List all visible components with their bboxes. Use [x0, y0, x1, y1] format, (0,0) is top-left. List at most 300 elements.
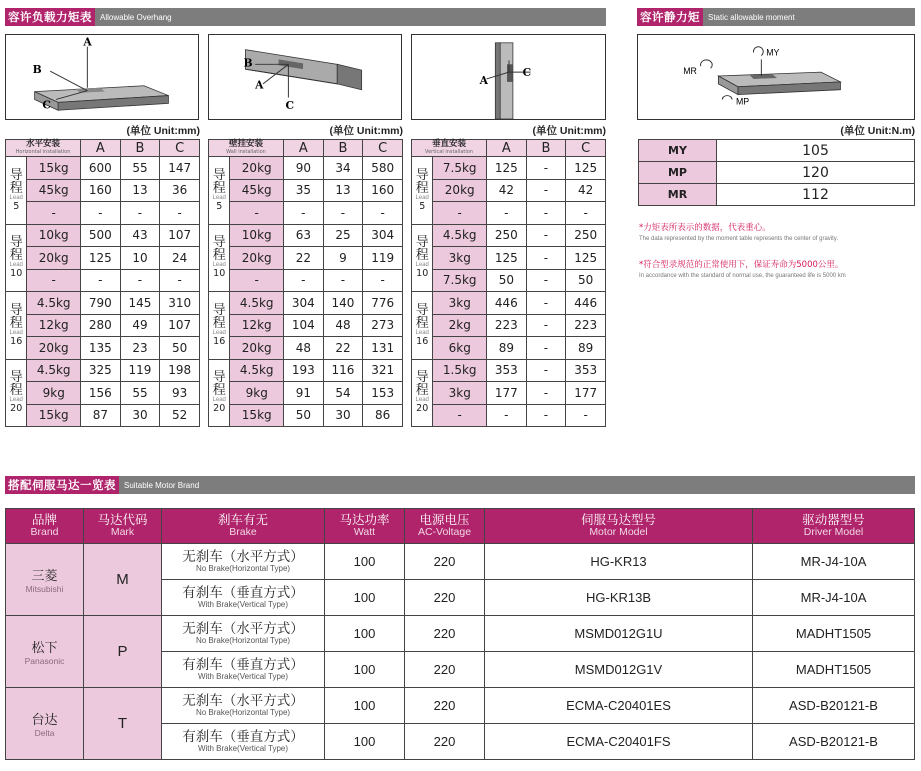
header-cn: 伺服马达型号 — [580, 512, 656, 527]
header-cell — [325, 509, 405, 544]
load-cell: 3kg — [433, 247, 487, 270]
table-row — [209, 202, 403, 225]
diagram-static — [637, 34, 915, 120]
brand-cn: 三菱 — [31, 569, 58, 584]
value-cell: - — [487, 404, 527, 427]
value-cell: 304 — [363, 224, 403, 247]
load-cell: 3kg — [433, 382, 487, 405]
load-cell: - — [230, 269, 284, 292]
watt-cell: 100 — [325, 652, 405, 688]
table-row — [209, 269, 403, 292]
label-a: A — [479, 73, 489, 87]
moment-value: 120 — [717, 162, 915, 184]
lead-value: 5 — [13, 200, 20, 212]
section-title-en: Allowable Overhang — [100, 12, 172, 22]
value-cell: 304 — [284, 292, 324, 315]
value-cell: 119 — [120, 359, 160, 382]
lead-label-en: Lead — [9, 194, 23, 201]
brand-en: Panasonic — [24, 656, 65, 666]
header-en: Watt — [353, 526, 376, 538]
value-cell: - — [160, 269, 200, 292]
label-mp: MP — [735, 96, 750, 107]
lead-label: 导程 — [415, 370, 429, 399]
brake-en: With Brake(Vertical Type) — [197, 672, 289, 681]
value-cell: - — [566, 404, 606, 427]
header-cn: 马达功率 — [339, 512, 390, 527]
header-en: AC-Voltage — [417, 526, 472, 538]
value-cell: 125 — [487, 247, 527, 270]
load-cell: 9kg — [27, 382, 81, 405]
load-cell: 45kg — [27, 179, 81, 202]
brand-cell — [6, 544, 84, 616]
header-en: Brand — [30, 526, 59, 538]
value-cell: 353 — [566, 359, 606, 382]
value-cell: 55 — [120, 157, 160, 180]
watt-cell: 100 — [325, 688, 405, 724]
value-cell: 104 — [284, 314, 324, 337]
header-cn: 刹车有无 — [217, 512, 268, 527]
table-row — [412, 224, 606, 247]
table-row — [412, 157, 606, 180]
header-cn: 电源电压 — [419, 512, 470, 527]
volt-cell: 220 — [405, 616, 485, 652]
value-cell: 87 — [81, 404, 121, 427]
lead-label: 导程 — [212, 235, 226, 264]
overhang-table-wall — [208, 139, 403, 427]
load-cell: 9kg — [230, 382, 284, 405]
value-cell: 30 — [323, 404, 363, 427]
value-cell: - — [526, 157, 566, 180]
value-cell: - — [526, 269, 566, 292]
volt-cell: 220 — [405, 688, 485, 724]
table-row — [209, 179, 403, 202]
moment-key: MR — [639, 184, 717, 206]
lead-label: 导程 — [212, 167, 226, 196]
brake-en: With Brake(Vertical Type) — [197, 600, 289, 609]
note-2 — [639, 258, 846, 279]
col-header: B — [120, 140, 160, 157]
table-row — [6, 179, 200, 202]
value-cell: - — [526, 202, 566, 225]
brake-cell — [162, 616, 325, 652]
section-title-cn: 容许静力矩 — [637, 8, 703, 26]
label-my: MY — [766, 47, 780, 58]
value-cell: 116 — [323, 359, 363, 382]
motor-table — [5, 508, 915, 760]
lead-label-en: Lead — [9, 329, 23, 336]
driver-cell: MR-J4-10A — [753, 580, 915, 616]
header-cell — [753, 509, 915, 544]
brand-en: Mitsubishi — [25, 584, 64, 594]
value-cell: 250 — [487, 224, 527, 247]
mount-title: 水平安装 — [26, 139, 61, 149]
lead-group — [412, 224, 433, 292]
table-row — [209, 247, 403, 270]
lead-value: 10 — [10, 268, 23, 280]
lead-label: 导程 — [9, 167, 23, 196]
section-title-cn: 容许负载力矩表 — [5, 8, 95, 26]
load-cell: - — [230, 202, 284, 225]
header-en: Brake — [229, 526, 257, 538]
col-header: C — [160, 140, 200, 157]
table-row — [209, 292, 403, 315]
value-cell: 10 — [120, 247, 160, 270]
mount-subtitle: Vertical installation — [425, 149, 473, 155]
value-cell: 42 — [487, 179, 527, 202]
value-cell: 107 — [160, 314, 200, 337]
value-cell: 325 — [81, 359, 121, 382]
value-cell: 500 — [81, 224, 121, 247]
value-cell: - — [526, 247, 566, 270]
unit-label: (单位 Unit:mm) — [329, 125, 403, 137]
load-cell: 4.5kg — [27, 292, 81, 315]
table-row — [209, 359, 403, 382]
value-cell: 89 — [487, 337, 527, 360]
lead-group — [209, 359, 230, 427]
load-cell: 12kg — [230, 314, 284, 337]
load-cell: - — [27, 269, 81, 292]
table-row — [6, 269, 200, 292]
note-cn: *力矩表所表示的数据，代表重心。 — [639, 223, 771, 233]
brake-cn: 无刹车（水平方式） — [182, 549, 304, 565]
label-c: C — [522, 66, 532, 80]
brake-en: No Brake(Horizontal Type) — [195, 564, 291, 573]
load-cell: 20kg — [433, 179, 487, 202]
volt-cell: 220 — [405, 652, 485, 688]
moment-value: 112 — [717, 184, 915, 206]
watt-cell: 100 — [325, 616, 405, 652]
value-cell: 223 — [487, 314, 527, 337]
brand-cn: 松下 — [31, 641, 58, 656]
label-c: C — [42, 98, 51, 112]
load-cell: 10kg — [27, 224, 81, 247]
value-cell: 125 — [566, 247, 606, 270]
watt-cell: 100 — [325, 544, 405, 580]
value-cell: - — [120, 269, 160, 292]
value-cell: 48 — [284, 337, 324, 360]
value-cell: 177 — [566, 382, 606, 405]
table-row — [412, 269, 606, 292]
lead-value: 16 — [416, 335, 429, 347]
load-cell: 15kg — [27, 157, 81, 180]
load-cell: 15kg — [27, 404, 81, 427]
table-row — [412, 292, 606, 315]
brake-cell — [162, 544, 325, 580]
diagram-horizontal — [5, 34, 199, 120]
lead-group — [412, 292, 433, 360]
value-cell: 63 — [284, 224, 324, 247]
section-bar-static — [637, 8, 915, 26]
value-cell: - — [526, 292, 566, 315]
value-cell: 131 — [363, 337, 403, 360]
lead-label: 导程 — [415, 302, 429, 331]
lead-group — [209, 157, 230, 225]
section-title-en: Static allowable moment — [708, 12, 795, 22]
lead-label-en: Lead — [415, 194, 429, 201]
lead-label-en: Lead — [415, 397, 429, 404]
load-cell: - — [27, 202, 81, 225]
watt-cell: 100 — [325, 724, 405, 760]
lead-group — [6, 157, 27, 225]
mark-cell: T — [84, 688, 162, 760]
lead-label: 导程 — [9, 235, 23, 264]
mark-cell: P — [84, 616, 162, 688]
lead-group — [6, 224, 27, 292]
value-cell: 50 — [160, 337, 200, 360]
lead-label: 导程 — [212, 370, 226, 399]
lead-label-en: Lead — [212, 194, 226, 201]
load-cell: 6kg — [433, 337, 487, 360]
note-en: In accordance with the standard of normal use, the guaranteed life is 5000 km — [639, 273, 846, 279]
table-row — [6, 202, 200, 225]
driver-cell: ASD-B20121-B — [753, 724, 915, 760]
value-cell: 9 — [323, 247, 363, 270]
table-header — [209, 140, 403, 157]
value-cell: 140 — [323, 292, 363, 315]
load-cell: 4.5kg — [230, 359, 284, 382]
value-cell: 49 — [120, 314, 160, 337]
lead-value: 5 — [419, 200, 426, 212]
header-cn: 马达代码 — [97, 512, 148, 527]
unit-label: (单位 Unit:mm) — [532, 125, 606, 137]
motor-cell: HG-KR13 — [485, 544, 753, 580]
brake-cn: 有刹车（垂直方式） — [182, 657, 304, 673]
lead-value: 10 — [213, 268, 226, 280]
header-cn: 品牌 — [31, 512, 57, 527]
value-cell: 13 — [120, 179, 160, 202]
table-row — [412, 202, 606, 225]
value-cell: - — [487, 202, 527, 225]
value-cell: 135 — [81, 337, 121, 360]
table-row — [209, 314, 403, 337]
label-mr: MR — [683, 66, 697, 77]
driver-cell: MADHT1505 — [753, 616, 915, 652]
section-title-en: Suitable Motor Brand — [124, 480, 200, 490]
value-cell: 36 — [160, 179, 200, 202]
value-cell: - — [526, 382, 566, 405]
load-cell: 4.5kg — [27, 359, 81, 382]
value-cell: 177 — [487, 382, 527, 405]
value-cell: 145 — [120, 292, 160, 315]
lead-group — [209, 224, 230, 292]
value-cell: 446 — [566, 292, 606, 315]
note-en: The data represented by the moment table represents the center of gravity. — [639, 236, 838, 242]
brake-cn: 有刹车（垂直方式） — [182, 729, 304, 745]
value-cell: 310 — [160, 292, 200, 315]
col-header: C — [363, 140, 403, 157]
table-header — [6, 140, 200, 157]
table-row — [209, 382, 403, 405]
value-cell: 353 — [487, 359, 527, 382]
motor-cell: HG-KR13B — [485, 580, 753, 616]
label-a: A — [83, 35, 92, 49]
value-cell: 107 — [160, 224, 200, 247]
table-row — [6, 247, 200, 270]
value-cell: 280 — [81, 314, 121, 337]
load-cell: 12kg — [27, 314, 81, 337]
header-cell — [162, 509, 325, 544]
value-cell: 86 — [363, 404, 403, 427]
lead-label: 导程 — [212, 302, 226, 331]
header-en: Driver Model — [803, 526, 864, 538]
lead-value: 20 — [10, 403, 23, 415]
volt-cell: 220 — [405, 544, 485, 580]
section-bar-motor — [5, 476, 915, 494]
value-cell: 147 — [160, 157, 200, 180]
brake-cell — [162, 688, 325, 724]
value-cell: - — [284, 202, 324, 225]
value-cell: 321 — [363, 359, 403, 382]
table-row — [209, 224, 403, 247]
table-row — [6, 382, 200, 405]
brake-en: With Brake(Vertical Type) — [197, 744, 289, 753]
driver-cell: MR-J4-10A — [753, 544, 915, 580]
mount-type — [209, 140, 284, 157]
table-row — [6, 314, 200, 337]
static-moment-table — [638, 139, 915, 206]
value-cell: 35 — [284, 179, 324, 202]
header-cell — [84, 509, 162, 544]
lead-label: 导程 — [9, 302, 23, 331]
brake-cn: 有刹车（垂直方式） — [182, 585, 304, 601]
lead-label: 导程 — [415, 235, 429, 264]
value-cell: 156 — [81, 382, 121, 405]
col-header: B — [526, 140, 566, 157]
overhang-table-vertical — [411, 139, 606, 427]
overhang-table-horizontal — [5, 139, 200, 427]
mount-type — [6, 140, 81, 157]
static-row — [639, 162, 915, 184]
value-cell: - — [526, 179, 566, 202]
diagram-wall — [208, 34, 402, 120]
table-row — [209, 157, 403, 180]
value-cell: 50 — [487, 269, 527, 292]
motor-cell: ECMA-C20401FS — [485, 724, 753, 760]
load-cell: 10kg — [230, 224, 284, 247]
table-row — [412, 179, 606, 202]
value-cell: 13 — [323, 179, 363, 202]
col-header: A — [284, 140, 324, 157]
header-cell — [485, 509, 753, 544]
lead-label: 导程 — [9, 370, 23, 399]
lead-label-en: Lead — [212, 262, 226, 269]
load-cell: 1.5kg — [433, 359, 487, 382]
brake-cell — [162, 724, 325, 760]
load-cell: 2kg — [433, 314, 487, 337]
value-cell: 91 — [284, 382, 324, 405]
load-cell: 4.5kg — [433, 224, 487, 247]
load-cell: 20kg — [27, 337, 81, 360]
load-cell: 20kg — [230, 247, 284, 270]
lead-label: 导程 — [415, 167, 429, 196]
header-en: Mark — [110, 526, 135, 538]
brand-cell — [6, 616, 84, 688]
load-cell: 7.5kg — [433, 269, 487, 292]
value-cell: 790 — [81, 292, 121, 315]
value-cell: 23 — [120, 337, 160, 360]
col-header: C — [566, 140, 606, 157]
static-row — [639, 140, 915, 162]
value-cell: 50 — [284, 404, 324, 427]
lead-group — [6, 359, 27, 427]
value-cell: - — [323, 202, 363, 225]
value-cell: 90 — [284, 157, 324, 180]
brake-cn: 无刹车（水平方式） — [182, 693, 304, 709]
load-cell: 20kg — [27, 247, 81, 270]
lead-group — [6, 292, 27, 360]
motor-cell: MSMD012G1V — [485, 652, 753, 688]
brake-cn: 无刹车（水平方式） — [182, 621, 304, 637]
lead-label-en: Lead — [212, 397, 226, 404]
driver-cell: ASD-B20121-B — [753, 688, 915, 724]
value-cell: - — [81, 269, 121, 292]
section-bar-overhang — [5, 8, 606, 26]
value-cell: - — [81, 202, 121, 225]
lead-group — [412, 157, 433, 225]
lead-value: 20 — [416, 403, 429, 415]
lead-label-en: Lead — [415, 262, 429, 269]
table-row — [412, 337, 606, 360]
motor-row — [6, 616, 915, 652]
volt-cell: 220 — [405, 580, 485, 616]
col-header: A — [487, 140, 527, 157]
value-cell: 25 — [323, 224, 363, 247]
value-cell: 52 — [160, 404, 200, 427]
value-cell: - — [526, 224, 566, 247]
brand-en: Delta — [34, 728, 55, 738]
value-cell: 446 — [487, 292, 527, 315]
value-cell: 776 — [363, 292, 403, 315]
label-c: C — [285, 99, 295, 113]
value-cell: 22 — [323, 337, 363, 360]
lead-group — [209, 292, 230, 360]
value-cell: 250 — [566, 224, 606, 247]
value-cell: - — [160, 202, 200, 225]
lead-value: 5 — [216, 200, 223, 212]
label-b: B — [243, 56, 253, 70]
brake-cell — [162, 652, 325, 688]
watt-cell: 100 — [325, 580, 405, 616]
table-row — [6, 337, 200, 360]
label-a: A — [255, 78, 264, 92]
value-cell: 34 — [323, 157, 363, 180]
table-row — [6, 224, 200, 247]
load-cell: 20kg — [230, 157, 284, 180]
value-cell: 125 — [81, 247, 121, 270]
value-cell: 580 — [363, 157, 403, 180]
value-cell: 223 — [566, 314, 606, 337]
value-cell: - — [323, 269, 363, 292]
moment-value: 105 — [717, 140, 915, 162]
value-cell: 160 — [81, 179, 121, 202]
value-cell: - — [363, 202, 403, 225]
brake-en: No Brake(Horizontal Type) — [195, 636, 291, 645]
value-cell: 153 — [363, 382, 403, 405]
value-cell: 193 — [284, 359, 324, 382]
load-cell: 4.5kg — [230, 292, 284, 315]
brand-cn: 台达 — [31, 713, 58, 728]
value-cell: 48 — [323, 314, 363, 337]
value-cell: 198 — [160, 359, 200, 382]
value-cell: 50 — [566, 269, 606, 292]
value-cell: 30 — [120, 404, 160, 427]
value-cell: - — [363, 269, 403, 292]
value-cell: 22 — [284, 247, 324, 270]
motor-header — [6, 509, 915, 544]
unit-label: (单位 Unit:mm) — [126, 125, 200, 137]
value-cell: 125 — [566, 157, 606, 180]
diagram-vertical — [411, 34, 606, 120]
